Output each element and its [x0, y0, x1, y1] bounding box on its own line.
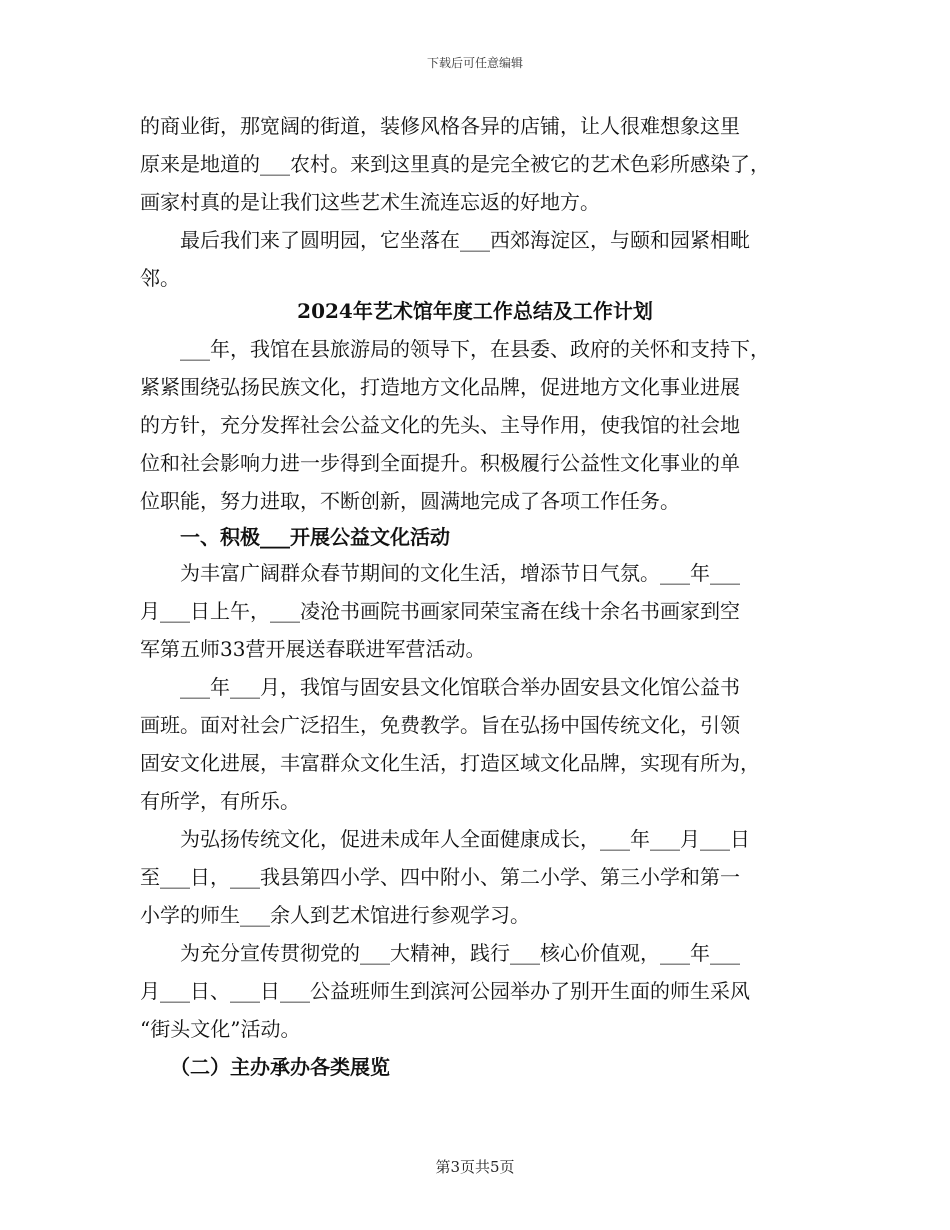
body-line: 的方针，充分发挥社会公益文化的先头、主导作用，使我馆的社会地 — [140, 413, 740, 437]
body-line: 紧紧围绕弘扬民族文化，打造地方文化品牌，促进地方文化事业进展 — [140, 375, 740, 399]
body-line: 邻。 — [140, 266, 180, 290]
body-line: 位职能，努力进取，不断创新，圆满地完成了各项工作任务。 — [140, 489, 680, 513]
body-line: 固安文化进展，丰富群众文化生活，打造区域文化品牌，实现有所为， — [140, 751, 760, 775]
body-line: 位和社会影响力进一步得到全面提升。积极履行公益性文化事业的单 — [140, 451, 740, 475]
document-title: 2024年艺术馆年度工作总结及工作计划 — [297, 299, 653, 323]
body-line: 最后我们来了圆明园，它坐落在___西郊海淀区，与颐和园紧相毗 — [140, 228, 750, 252]
body-line: 画家村真的是让我们这些艺术生流连忘返的好地方。 — [140, 190, 600, 214]
body-line: 小学的师生___余人到艺术馆进行参观学习。 — [140, 903, 530, 927]
body-line: 为丰富广阔群众春节期间的文化生活，增添节日气氛。___年___ — [140, 561, 740, 585]
body-line: 原来是地道的___农村。来到这里真的是完全被它的艺术色彩所感染了， — [140, 152, 770, 176]
page-header: 下载后可任意编辑 — [426, 56, 523, 70]
body-line: 至___日，___我县第四小学、四中附小、第二小学、第三小学和第一 — [140, 865, 740, 889]
body-line: “街头文化”活动。 — [140, 1017, 301, 1041]
body-line: ___年___月，我馆与固安县文化馆联合举办固安县文化馆公益书 — [140, 675, 740, 699]
body-line: 月___日、___日___公益班师生到滨河公园举办了别开生面的师生采风 — [140, 979, 750, 1003]
body-line: 军第五师33营开展送春联进军营活动。 — [140, 637, 486, 661]
body-line: 画班。面对社会广泛招生，免费教学。旨在弘扬中国传统文化，引领 — [140, 713, 740, 737]
body-line: 有所学，有所乐。 — [140, 789, 300, 813]
section-heading-2: （二）主办承办各类展览 — [140, 1055, 390, 1079]
body-line: ___年，我馆在县旅游局的领导下，在县委、政府的关怀和支持下， — [140, 337, 770, 361]
page-footer: 第3页共5页 — [435, 1158, 515, 1176]
body-line: 为弘扬传统文化，促进未成年人全面健康成长，___年___月___日 — [140, 827, 750, 851]
body-line: 为充分宣传贯彻党的___大精神，践行___核心价值观，___年___ — [140, 941, 740, 965]
section-heading-1: 一、积极___开展公益文化活动 — [140, 525, 450, 549]
body-line: 的商业街，那宽阔的街道，装修风格各异的店铺，让人很难想象这里 — [140, 114, 740, 138]
body-line: 月___日上午，___凌沧书画院书画家同荣宝斋在线十余名书画家到空 — [140, 599, 740, 623]
